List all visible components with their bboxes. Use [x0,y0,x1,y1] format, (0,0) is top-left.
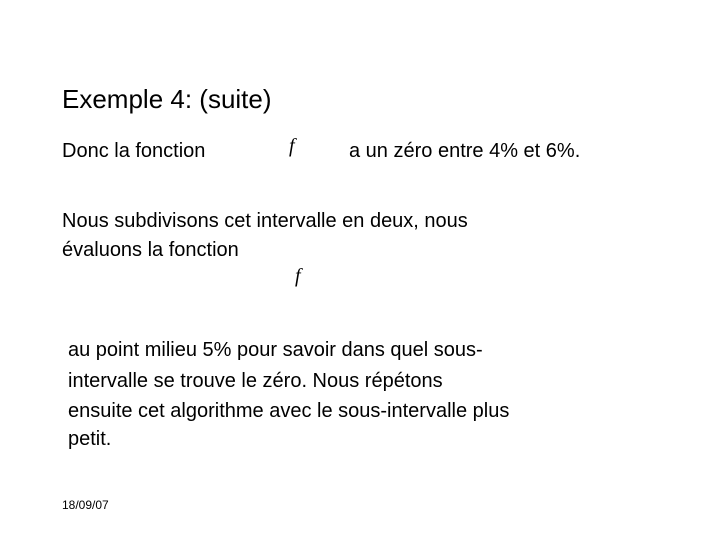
para3-line: intervalle se trouve le zéro. Nous répétons [68,370,443,392]
line1-prefix: Donc la fonction [62,140,206,162]
function-symbol: f [289,135,295,157]
footer-date: 18/09/07 [62,498,109,512]
para3-line: ensuite cet algorithme avec le sous-intervalle plus [68,400,510,422]
para2-line1: Nous subdivisons cet intervalle en deux, nous [62,210,468,232]
line1-suffix: a un zéro entre 4% et 6%. [349,140,581,162]
para3-line: au point milieu 5% pour savoir dans quel sous- [68,339,483,361]
para2-line2: évaluons la fonction [62,239,239,261]
function-symbol-2: f [295,265,301,287]
slide-title: Exemple 4: (suite) [62,84,272,114]
para3-line: petit. [68,428,112,450]
